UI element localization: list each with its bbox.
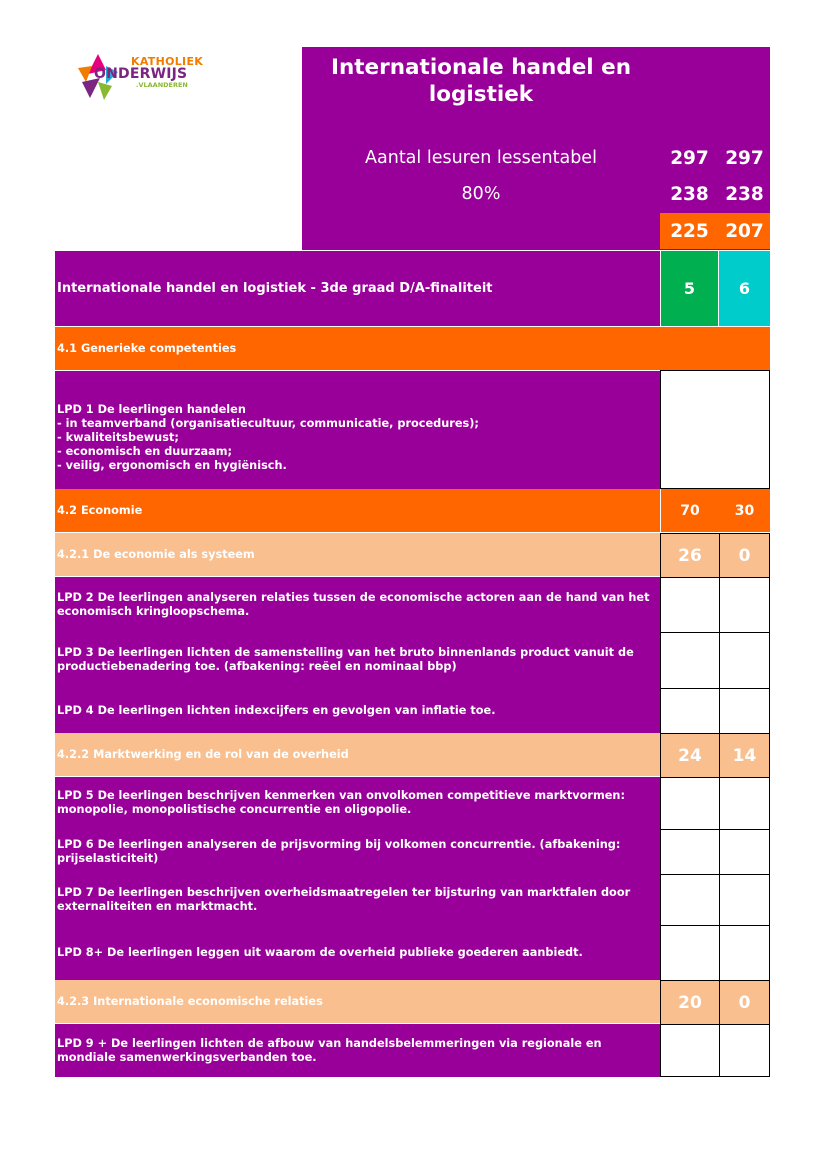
lpd-6: LPD 6 De leerlingen analyseren de prijsvorming bij volkomen concurrentie. (afbakening: prijselasticiteit): [55, 829, 660, 875]
lesuren-value-6: 297: [725, 147, 764, 169]
logo: [76, 52, 206, 102]
lpd-3-hours-5: [660, 632, 720, 689]
lpd-6-hours-6: [719, 829, 770, 875]
lesuren-value-5: 297: [670, 147, 709, 169]
sub1-hours-6: 0: [719, 533, 770, 578]
lpd-5-hours-5: [660, 777, 720, 830]
sub3-hours-6: 0: [719, 980, 770, 1025]
page-title: Internationale handel en logistiek: [330, 55, 632, 107]
lpd-2-hours-5: [660, 577, 720, 633]
lpd-4: LPD 4 De leerlingen lichten indexcijfers en gevolgen van inflatie toe.: [55, 688, 660, 734]
total-value-5: 225: [660, 213, 719, 249]
lpd-2-hours-6: [719, 577, 770, 633]
percentage-label: 80%: [461, 184, 501, 204]
sub3-hours-5: 20: [660, 980, 720, 1025]
lpd-8-hours-5: [660, 925, 720, 981]
lpd-7: LPD 7 De leerlingen beschrijven overheidsmaatregelen ter bijsturing van marktfalen door externaliteiten en marktmacht.: [55, 874, 660, 926]
section-internationale-relaties: 4.2.3 Internationale economische relaties: [55, 980, 660, 1024]
lpd-8-hours-6: [719, 925, 770, 981]
pct-value-6: 238: [725, 183, 764, 205]
total-value-6: 207: [719, 213, 770, 249]
lpd-1-hours-cell: [660, 370, 770, 489]
section-marktwerking: 4.2.2 Marktwerking en de rol van de overheid: [55, 733, 660, 777]
sub2-hours-6: 14: [719, 733, 770, 778]
section-economie: 4.2 Economie: [55, 489, 660, 533]
economie-hours-5: 70: [660, 489, 719, 533]
year-6-cell: 6: [719, 250, 770, 327]
pct-value-5: 238: [670, 183, 709, 205]
lpd-8: LPD 8+ De leerlingen leggen uit waarom de overheid publieke goederen aanbiedt.: [55, 925, 660, 981]
lpd-7-hours-6: [719, 874, 770, 926]
year-5-cell: 5: [660, 250, 719, 327]
logo-line1: KATHOLIEK: [131, 55, 204, 68]
lpd-5: LPD 5 De leerlingen beschrijven kenmerken van onvolkomen competitieve marktvormen: monopolie, monopolistische concurrentie en oligopolie.: [55, 777, 660, 830]
lpd-2: LPD 2 De leerlingen analyseren relaties tussen de economische actoren aan de hand van het economisch kringloopschema.: [55, 577, 660, 633]
lpd-9-hours-5: [660, 1024, 720, 1077]
lpd-5-hours-6: [719, 777, 770, 830]
lpd-9: LPD 9 + De leerlingen lichten de afbouw van handelsbelemmeringen via regionale en mondiale samenwerkingsverbanden toe.: [55, 1024, 660, 1077]
lpd-6-hours-5: [660, 829, 720, 875]
lpd-4-hours-6: [719, 688, 770, 734]
section-economie-als-systeem: 4.2.1 De economie als systeem: [55, 533, 660, 577]
logo-line2: ONDERWIJS: [94, 66, 188, 82]
logo-line3: .VLAANDEREN: [136, 81, 188, 89]
finaliteit-label: Internationale handel en logistiek - 3de graad D/A-finaliteit: [55, 250, 660, 327]
lesuren-label: Aantal lesuren lessentabel: [365, 148, 597, 168]
lpd-4-hours-5: [660, 688, 720, 734]
sub2-hours-5: 24: [660, 733, 720, 778]
sub1-hours-5: 26: [660, 533, 720, 578]
economie-hours-6: 30: [719, 489, 770, 533]
lpd-3: LPD 3 De leerlingen lichten de samenstelling van het bruto binnenlands product vanuit de productiebenadering toe. (afbakening: reëel en nominaal bbp): [55, 632, 660, 689]
lpd-3-hours-6: [719, 632, 770, 689]
lpd-9-hours-6: [719, 1024, 770, 1077]
lpd-1: LPD 1 De leerlingen handelen - in teamverband (organisatiecultuur, communicatie, procedures); - kwaliteitsbewust; - economisch en duurzaam; - veilig, ergonomisch en hygiënisch.: [55, 370, 660, 489]
section-generieke-competenties: 4.1 Generieke competenties: [55, 327, 770, 370]
lpd-7-hours-5: [660, 874, 720, 926]
